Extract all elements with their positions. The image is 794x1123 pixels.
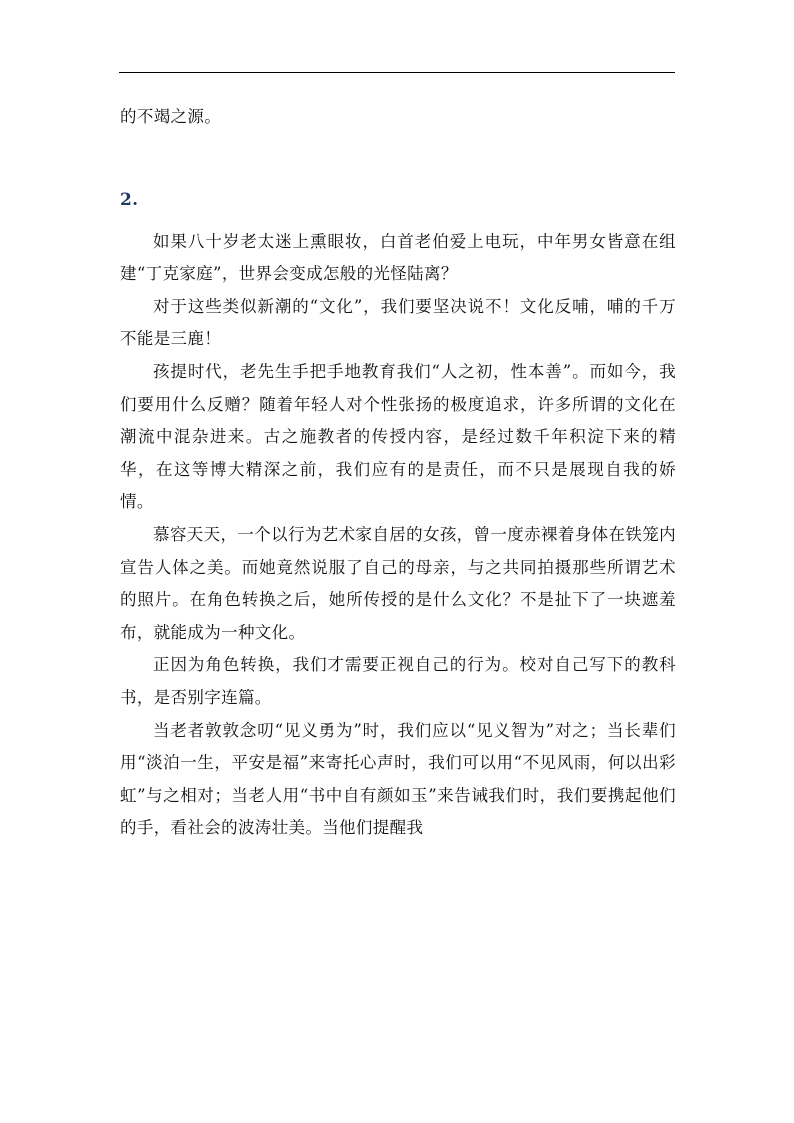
section-heading: 2. bbox=[120, 189, 139, 210]
paragraph-5: 正因为角色转换，我们才需要正视自己的行为。校对自己写下的教科书，是否别字连篇。 bbox=[120, 655, 676, 707]
paragraph-6: 当老者敦敦念叨“见义勇为”时，我们应以“见义智为”对之；当长辈们用“淡泊一生，平安是福”来寄托心声时，我们可以用“不见风雨，何以出彩虹”与之相对；当老人用“书中自有颜如玉”来告诫我们时，我们要携起他们的手，看社会的波涛壮美。当他们提醒我 bbox=[120, 720, 676, 838]
paragraph-1: 如果八十岁老太迷上熏眼妆，白首老伯爱上电玩，中年男女皆意在组建“丁克家庭”，世界会变成怎般的光怪陆离？ bbox=[120, 231, 676, 284]
document-body bbox=[120, 101, 676, 845]
paragraph-2: 对于这些类似新潮的“文化”，我们要坚决说不！文化反哺，哺的千万不能是三鹿！ bbox=[120, 296, 676, 349]
paragraph-3: 孩提时代，老先生手把手地教育我们“人之初，性本善”。而如今，我们要用什么反赠？随着年轻人对个性张扬的极度追求，许多所谓的文化在潮流中混杂进来。古之施教者的传授内容，是经过数千年积淀下来的精华，在这等博大精深之前，我们应有的是责任，而不只是展现自我的娇情。 bbox=[120, 361, 676, 512]
header-rule bbox=[119, 72, 675, 73]
continuation-text: 的不竭之源。 bbox=[120, 107, 222, 126]
paragraph-4: 慕容天天，一个以行为艺术家自居的女孩，曾一度赤裸着身体在铁笼内宣告人体之美。而她竟然说服了自己的母亲，与之共同拍摄那些所谓艺术的照片。在角色转换之后，她所传授的是什么文化？不是扯下了一块遮羞布，就能成为一种文化。 bbox=[120, 524, 676, 642]
